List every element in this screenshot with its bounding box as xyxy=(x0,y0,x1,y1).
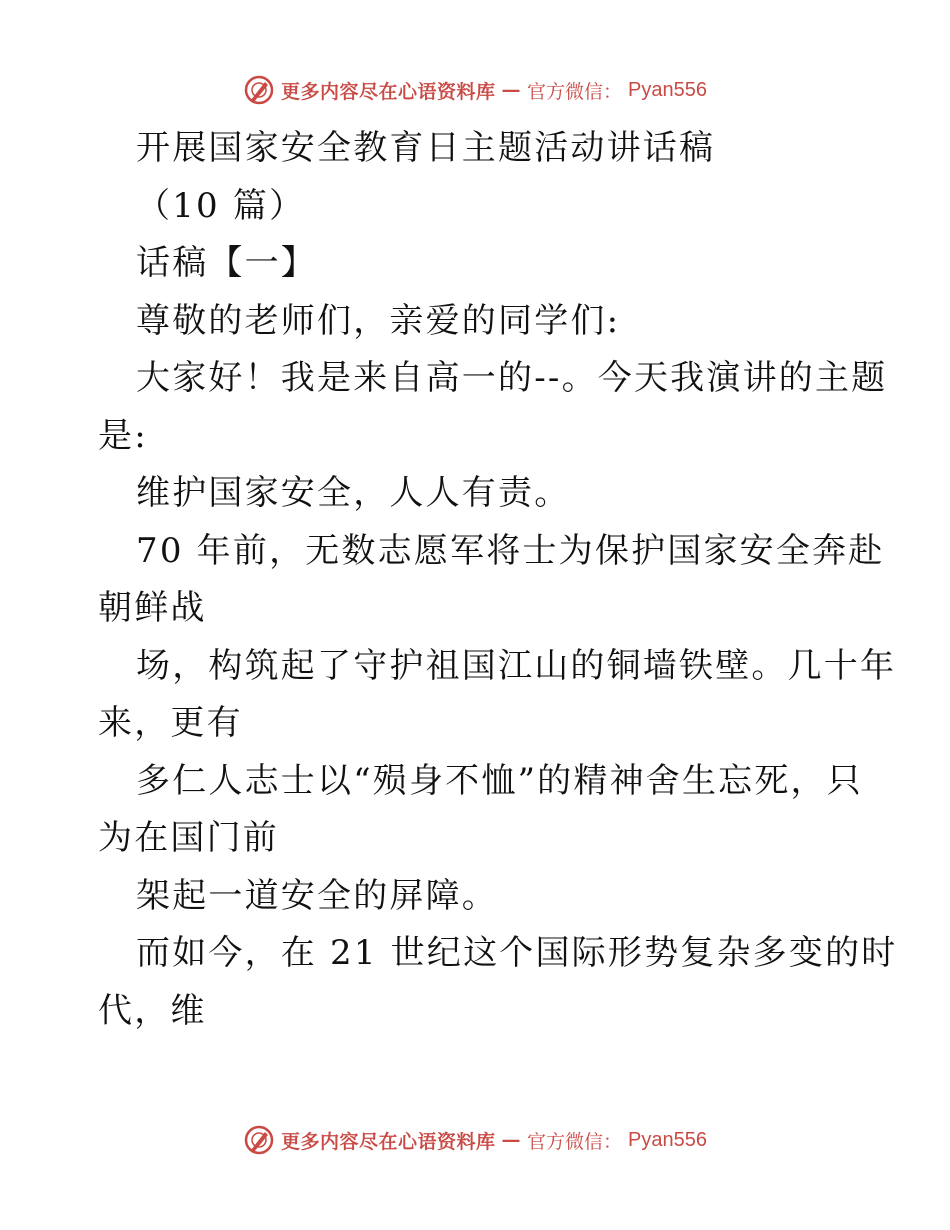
document-body xyxy=(98,120,898,1040)
footer-watermark xyxy=(0,1120,950,1160)
paragraph-line: 尊敬的老师们，亲爱的同学们: xyxy=(136,300,621,341)
paragraph-line: 是: xyxy=(98,415,148,456)
paragraph-line: 大家好！我是来自高一的--。今天我演讲的主题 xyxy=(136,358,888,398)
watermark-separator: — xyxy=(501,79,522,101)
watermark-brand: 更多内容尽在心语资料库 xyxy=(281,1130,496,1153)
watermark-label: 官方微信： xyxy=(527,80,623,103)
paragraph-line: 为在国门前 xyxy=(98,818,279,858)
watermark-brand: 更多内容尽在心语资料库 xyxy=(281,80,496,103)
paragraph-line: 维护国家安全，人人有责。 xyxy=(136,473,571,513)
watermark-separator: — xyxy=(501,1129,522,1151)
paragraph-line: 而如今，在 21 世纪这个国际形势复杂多变的时 xyxy=(136,933,898,973)
document-title-line-2: （10 篇） xyxy=(136,185,306,226)
paragraph-line: 场，构筑起了守护祖国江山的铜墙铁壁。几十年 xyxy=(136,645,897,686)
watermark-account: Pyan556 xyxy=(628,1128,707,1151)
header-watermark xyxy=(0,70,950,110)
paragraph-line: 来，更有 xyxy=(98,703,243,743)
paragraph-line: 架起一道安全的屏障。 xyxy=(136,875,498,916)
paragraph-line: 朝鲜战 xyxy=(98,588,207,628)
section-heading: 话稿【一】 xyxy=(136,243,317,283)
paragraph-line: 70 年前，无数志愿军将士为保护国家安全奔赴 xyxy=(136,530,885,571)
paragraph-line: 代，维 xyxy=(98,990,207,1031)
pen-logo-icon xyxy=(243,1124,275,1156)
paragraph-line: 多仁人志士以“殒身不恤”的精神舍生忘死，只 xyxy=(136,760,863,801)
watermark-label: 官方微信： xyxy=(527,1130,623,1153)
document-title-line-1: 开展国家安全教育日主题活动讲话稿 xyxy=(136,128,716,168)
watermark-account: Pyan556 xyxy=(628,78,707,101)
pen-logo-icon xyxy=(243,74,275,106)
